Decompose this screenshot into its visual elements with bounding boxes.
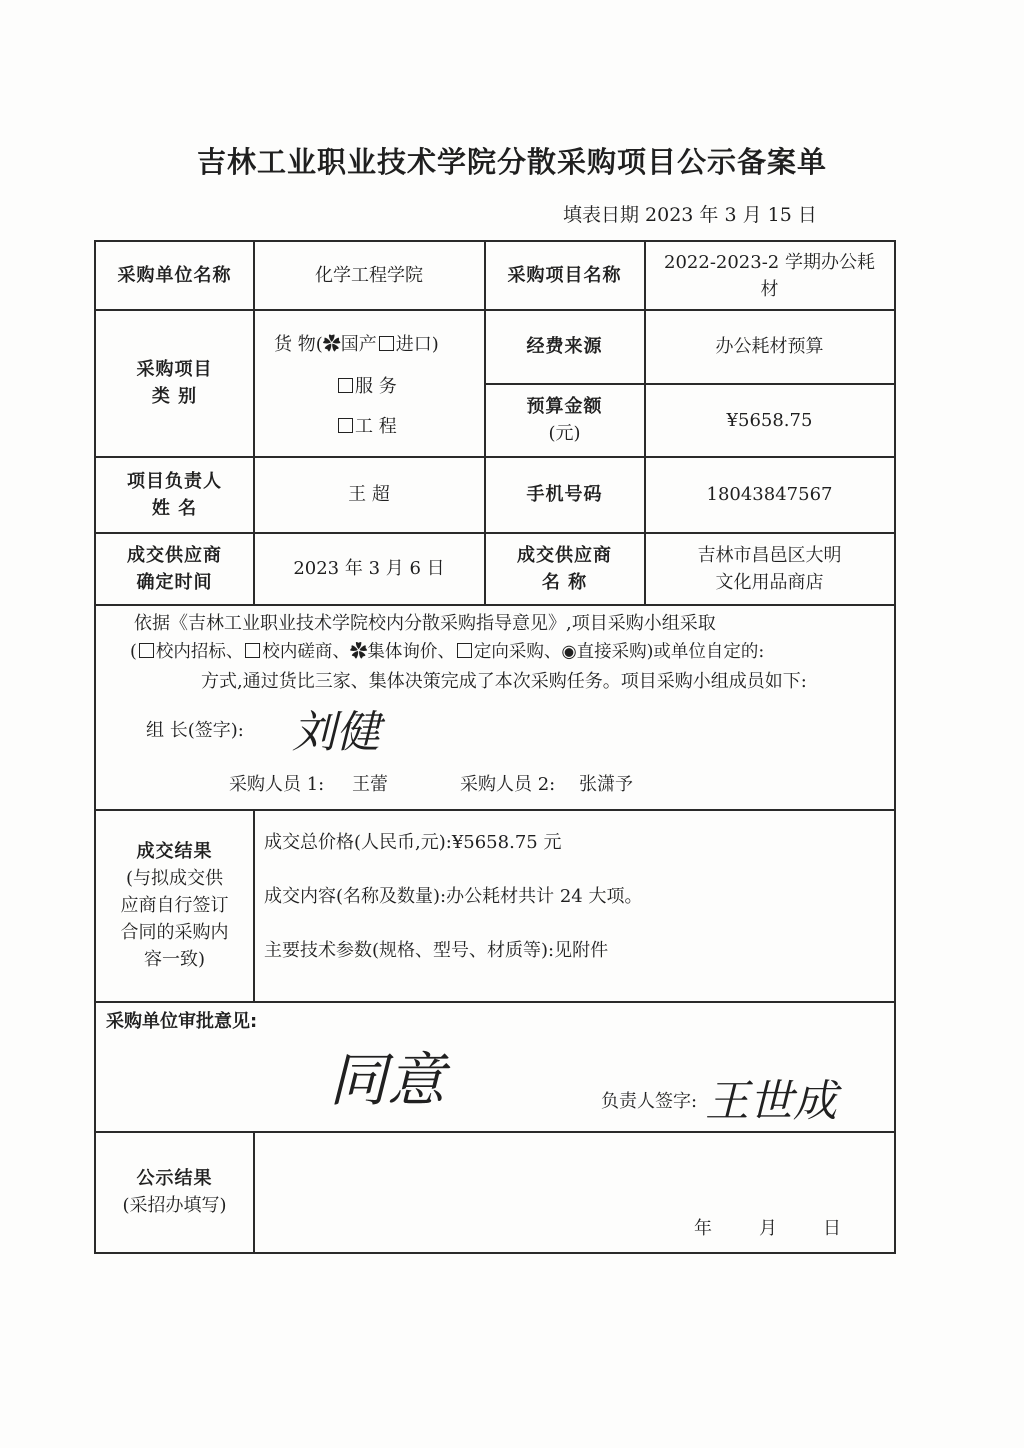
approval-opinion-signature bbox=[321, 1022, 461, 1122]
publicity-label-line1: 公示结果 bbox=[136, 1168, 213, 1189]
unit-label-cell bbox=[96, 242, 253, 309]
signer-label: 负责人签字: bbox=[601, 1091, 698, 1112]
svg-text:同意: 同意 bbox=[329, 1046, 446, 1114]
approval-label: 采购单位审批意见: bbox=[106, 1011, 258, 1032]
import-checkbox-icon bbox=[379, 336, 394, 351]
publicity-label-cell bbox=[96, 1132, 253, 1252]
supplier-label-line2: 名 称 bbox=[541, 571, 588, 593]
project-value-line1: 2022-2023-2 学期办公耗 bbox=[664, 251, 875, 273]
category-label-line1: 采购项目 bbox=[136, 359, 213, 380]
supplier-value-line1: 吉林市昌邑区大明 bbox=[697, 544, 842, 566]
leader-label-line1: 项目负责人 bbox=[127, 470, 222, 492]
basis-line1: 依据《吉林工业职业技术学院校内分散采购指导意见》,项目采购小组采取 bbox=[134, 613, 716, 634]
project-value-cell bbox=[645, 242, 894, 309]
fund-label: 经费来源 bbox=[526, 336, 603, 357]
engineering-option: 工 程 bbox=[336, 412, 397, 438]
fund-value-cell bbox=[645, 310, 894, 383]
unit-label: 采购单位名称 bbox=[117, 265, 232, 286]
fund-label-cell bbox=[485, 310, 644, 383]
supplier-value-cell bbox=[645, 533, 894, 604]
leader-value: 王 超 bbox=[348, 484, 390, 505]
buyer1-label: 采购人员 1: bbox=[229, 774, 325, 795]
supplier-label-cell bbox=[485, 533, 644, 604]
service-checkbox-icon bbox=[338, 378, 353, 393]
buyer2-label: 采购人员 2: bbox=[460, 774, 556, 795]
fund-value: 办公耗材预算 bbox=[715, 336, 824, 357]
category-label-line2: 类 别 bbox=[151, 386, 198, 407]
buyer1 bbox=[229, 770, 388, 796]
publicity-year: 年 bbox=[694, 1218, 712, 1239]
category-label-cell bbox=[96, 310, 253, 456]
opt2-checkbox-icon bbox=[245, 643, 260, 658]
svg-text:刘健: 刘健 bbox=[292, 707, 380, 758]
basis-method-line: ( 校内招标、 校内磋商、✿集体询价、 定向采购、◉直接采购)或单位自定的: bbox=[130, 642, 765, 662]
service-option: 服 务 bbox=[336, 372, 397, 398]
buyer2-name: 张潇予 bbox=[578, 774, 633, 795]
budget-label-line1: 预算金额 bbox=[526, 396, 603, 417]
project-label: 采购项目名称 bbox=[507, 265, 622, 286]
phone-value: 18043847567 bbox=[706, 484, 833, 505]
opt1-checkbox-icon bbox=[139, 643, 154, 658]
leader-label-cell bbox=[96, 457, 253, 532]
group-leader-signature bbox=[286, 697, 386, 762]
result-params: 主要技术参数(规格、型号、材质等):见附件 bbox=[264, 940, 609, 961]
budget-value: ¥5658.75 bbox=[726, 409, 813, 431]
time-value: 2023 年 3 月 6 日 bbox=[293, 558, 445, 579]
phone-label: 手机号码 bbox=[526, 484, 603, 505]
direct-selected-icon: ◉ bbox=[561, 642, 577, 662]
buyer1-name: 王蕾 bbox=[351, 774, 388, 795]
phone-value-cell bbox=[645, 457, 894, 532]
result-price: 成交总价格(人民币,元):¥5658.75 元 bbox=[264, 832, 562, 853]
page-title: 吉林工业职业技术学院分散采购项目公示备案单 bbox=[196, 145, 827, 179]
budget-label-cell bbox=[485, 384, 644, 456]
fill-date: 填表日期 2023 年 3 月 15 日 bbox=[563, 204, 817, 226]
time-label-line2: 确定时间 bbox=[136, 571, 213, 593]
supplier-value-line2: 文化用品商店 bbox=[715, 571, 824, 593]
result-label-line1: 成交结果 bbox=[136, 841, 213, 862]
unit-value-cell bbox=[254, 242, 484, 309]
budget-value-cell bbox=[645, 384, 894, 456]
inquiry-flower-icon: ✿ bbox=[349, 642, 368, 662]
time-label-line1: 成交供应商 bbox=[127, 544, 222, 566]
signer-signature bbox=[701, 1062, 871, 1132]
svg-text:王世成: 王世成 bbox=[705, 1076, 837, 1127]
leader-label-line2: 姓 名 bbox=[151, 497, 198, 519]
leader-value-cell bbox=[254, 457, 484, 532]
supplier-label-line1: 成交供应商 bbox=[517, 544, 612, 566]
phone-label-cell bbox=[485, 457, 644, 532]
opt4-checkbox-icon bbox=[457, 643, 472, 658]
publicity-label-line2: (采招办填写) bbox=[122, 1195, 227, 1216]
result-content: 成交内容(名称及数量):办公耗材共计 24 大项。 bbox=[264, 886, 643, 907]
domestic-checked-icon: ✿ bbox=[322, 334, 341, 355]
publicity-day: 日 bbox=[823, 1218, 841, 1239]
publicity-month: 月 bbox=[759, 1218, 777, 1239]
project-value-line2: 材 bbox=[760, 278, 779, 300]
budget-label-line2: (元) bbox=[548, 423, 581, 444]
time-value-cell bbox=[254, 533, 484, 604]
basis-line3: 方式,通过货比三家、集体决策完成了本次采购任务。项目采购小组成员如下: bbox=[201, 671, 807, 692]
project-label-cell bbox=[485, 242, 644, 309]
record-form bbox=[94, 240, 896, 1254]
goods-option: 货 物(✿国产 进口) bbox=[274, 334, 439, 355]
buyer2 bbox=[460, 770, 633, 796]
engineering-checkbox-icon bbox=[338, 418, 353, 433]
time-label-cell bbox=[96, 533, 253, 604]
unit-value: 化学工程学院 bbox=[315, 265, 423, 286]
result-label-cell: 成交结果 (与拟成交供 应商自行签订 合同的采购内 容一致) bbox=[96, 810, 253, 1001]
group-leader-label: 组 长(签字): bbox=[146, 720, 244, 741]
